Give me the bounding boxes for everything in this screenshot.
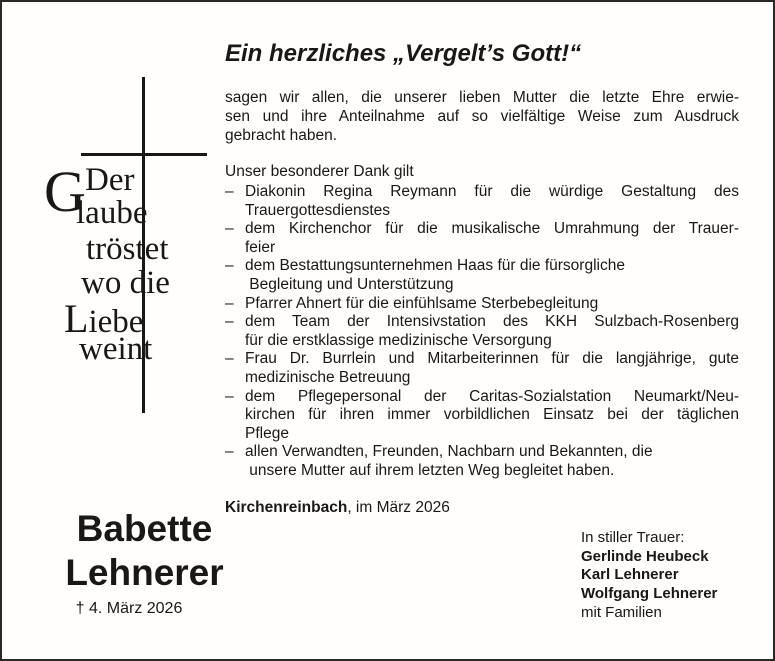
list-item: – Frau Dr. Burrlein und Mitarbeiterinnen für die langjährige, gute medizinische Betreuung [225,350,739,386]
intro-text [225,88,739,145]
dash-bullet: – [225,220,234,238]
verse-line-3: tröstet [86,231,169,267]
mourners-block [581,529,717,623]
verse-line-4: wo die [81,265,170,301]
dash-bullet: – [225,257,234,275]
place-date: , im März 2026 [347,499,450,516]
verse-line-2-rest: laube [76,195,148,231]
verse-initial-g: G [44,159,86,224]
verse-initial-d: D [85,162,109,198]
deceased-last-name: Lehnerer [65,552,224,593]
place-and-date [225,499,450,517]
mourners-intro: In stiller Trauer: [581,529,685,546]
dash-bullet: – [225,443,234,461]
death-date: † 4. März 2026 [75,600,183,617]
thanks-list [225,183,739,481]
deceased-first-name: Babette [76,508,213,549]
list-item: – dem Pflegepersonal der Caritas-Sozialstation Neumarkt/Neu- kirchen für ihren immer vorbildlichen Einsatz bei der täglichen Pflege [225,387,739,442]
list-item: – dem Kirchenchor für die musikalische Umrahmung der Trauer- feier [225,220,739,256]
mourners-suffix: mit Familien [581,603,662,621]
verse-line-6: weint [79,331,153,367]
list-item: – Diakonin Regina Reymann für die würdige Gestaltung des Trauergottesdienstes [225,183,739,219]
cross-horizontal-bar [81,153,207,156]
heading: Ein herzliches „Vergelt’s Gott!“ [225,40,582,67]
place-town: Kirchenreinbach [225,499,348,516]
dash-bullet: – [225,313,234,331]
intro-line: gebracht haben. [225,127,338,144]
thanks-intro: Unser besonderer Dank gilt [225,163,414,180]
list-item: – dem Team der Intensivstation des KKH Sulzbach-Rosenberg für die erstklassige medizinische Versorgung [225,313,739,349]
verse-initial-l: L [64,296,89,341]
dash-bullet: – [225,183,234,200]
verse-line-5: Liebe [64,296,144,341]
dash-bullet: – [225,294,234,312]
list-item: – Pfarrer Ahnert für die einfühlsame Sterbebegleitung [225,294,599,312]
verse-line-1: Der [85,162,135,198]
intro-line: sen und ihre Anteilnahme auf so vielfältige Weise zum Ausdruck [225,108,739,125]
mourner-name: Wolfgang Lehnerer [581,585,718,603]
list-item: – dem Bestattungsunternehmen Haas für die fürsorgliche Begleitung und Unterstützung [225,257,625,293]
intro-line: sagen wir allen, die unserer lieben Mutter die letzte Ehre erwie- [225,89,739,106]
dash-bullet: – [225,350,234,368]
mourner-name: Gerlinde Heubeck [581,547,709,565]
list-item: – allen Verwandten, Freunden, Nachbarn und Bekannten, die unsere Mutter auf ihrem letzten Weg begleitet haben. [225,443,653,479]
mourner-name: Karl Lehnerer [581,566,679,584]
dash-bullet: – [225,387,234,405]
